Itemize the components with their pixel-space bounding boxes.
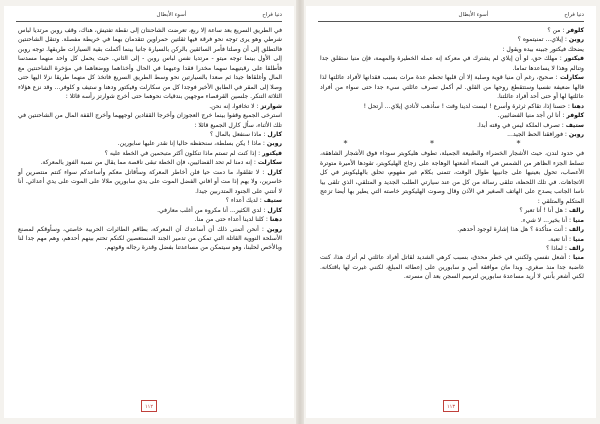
right-page — [306, 6, 596, 418]
paragraph-text: : تصرف الملكة ليس في وقته أبدا. — [477, 121, 564, 129]
paragraph — [18, 206, 282, 215]
paragraph — [320, 130, 584, 139]
speaker-name: كارل — [267, 206, 282, 214]
speaker-name: دهنا — [269, 216, 282, 224]
paragraph — [320, 206, 584, 215]
scene-separator — [320, 139, 584, 149]
speaker-name: فيكتور — [564, 55, 584, 63]
paragraph-text: : إنه دمنا لم تحد الفضائيين، فإن الخطة تبقى ناقصة مما يقال من نسبة الفوز بالمعركة. — [40, 159, 256, 167]
speaker-name: كلوفر — [566, 112, 584, 120]
speaker-name: كارل — [267, 130, 282, 138]
paragraph — [320, 149, 584, 206]
paragraph — [18, 168, 282, 196]
paragraph-text: : لا تخافوا، إنه نحن. — [209, 102, 259, 110]
paragraph — [18, 215, 282, 224]
paragraph — [320, 73, 584, 101]
speaker-name: كلوفر — [566, 27, 584, 34]
paragraph-text: * * * — [343, 139, 561, 149]
book-title: أسوء الأبطال — [458, 12, 489, 18]
paragraph — [320, 244, 584, 253]
paragraph-text: : إيلاي... تمنيتموه ؟ — [517, 36, 567, 44]
book-author: دنيا فراح — [262, 12, 282, 18]
book-gutter — [296, 0, 304, 424]
speaker-name: كارل — [267, 168, 282, 176]
paragraph — [320, 45, 584, 54]
paragraph — [18, 111, 282, 130]
speaker-name: منيا — [572, 235, 584, 243]
paragraph — [18, 139, 282, 148]
paragraph-text: : ماذا ! يكن بسلطة، سنحفظه حاليا إنا نقدر عليها سابورين. — [117, 140, 265, 148]
speaker-name: دهنا — [571, 102, 584, 110]
page-body — [18, 26, 282, 390]
paragraph-text: : كلنا لدينا أعداء حتى من منا. — [194, 216, 268, 224]
speaker-name: شوارتز — [260, 102, 282, 110]
paragraph-text: يضحك فيكتور جبينه بيده ويقول : — [502, 45, 584, 53]
paragraph — [18, 102, 282, 111]
paragraph-text: في حدود لندن، حيث الأشجار الخضراء والطبيعة الجميلة، تطوف هليكوبتر سوداء فوق الأشجار الشاهقة، تسلط الجزء الظاهر من الشمس في السماء أشعتها الوهاجة على زجاج الهليكوبتر، تقودها الأميرة متوترة الأعصاب، تحول بعينيها على جانبيها طوال الوقت، تتمنى بكلام غير مفهوم، تحلق بالهليكوبتر في كل الاتجاهات. في تلك اللحظة، تتلقى رسالة من كل من عند سيارتي الطلب الجديد و المتلقي، الذي تلقى بيا ناسا الجانب يصدح على الهاتف الصغير في الآذن وقال وصوت الهليكوبتر خاصته التي يطير بها أيضا تزعج المتكلم والمتلقي : — [320, 150, 584, 205]
paragraph-text: : أنا بخير... لا شيء. — [520, 216, 572, 224]
paragraph — [320, 235, 584, 244]
speaker-name: رالف — [568, 244, 584, 252]
paragraph-text: : صحيح، رغم أن منيا قوية وصلبة إلا أن قلبها تحطم عدة مرات بسبب فقدانها لأفراد عائلتها لذا قالها ضعيفة نفسيا وستتقطع روحها من القلق. لم أكمل تصرف عائلتي سيء جدا حتى سواء من أفراد عائلتها لها أو حتى أحد أفراد عائلتنا. — [320, 74, 584, 101]
speaker-name: روبن — [568, 130, 584, 138]
speaker-name: روبن — [266, 140, 282, 148]
left-page — [4, 6, 294, 418]
paragraph — [320, 54, 584, 73]
paragraph-text: : ماذا سنفعل بالمال ؟ — [210, 130, 266, 138]
speaker-name: سكارلت — [559, 74, 585, 82]
book-author: دنيا فراح — [564, 12, 584, 18]
paragraph — [18, 149, 282, 158]
paragraph — [320, 26, 584, 35]
paragraph — [18, 225, 282, 253]
page-body — [320, 26, 584, 390]
paragraph — [320, 35, 584, 44]
paragraph-text: : أنحن أتمنى ذلك أن أساعدك أن المعركة، بطاقم الطائرات الحربية خاصتي، وسأوقكم لمصنع الأسلحة النووية القاتلة التي تمكن من تدمير الجند المستعصين لكنكم تحتم بينهم أحدهم، وهم مهم جدا لنا وبالأخص لحلبنا، وهو سيتمكن من مساعدتنا بفضل وقدرة رجاله وقوتهم. — [18, 225, 282, 252]
paragraph — [320, 102, 584, 111]
paragraph-text: : فورافقنا الحظ الجيد... — [507, 130, 567, 138]
speaker-name: سكارلت — [257, 159, 282, 167]
paragraph-text: استرخى الجميع وقفوا بينما خرج العجوزان وأخرجا القفادين لوجههما وأخرج القفة المال من الشاحنتين في تلك الأثناء، سأل كارل الجميع قائلا : — [18, 112, 282, 129]
speaker-name: فيكتور — [262, 149, 282, 157]
paragraph — [320, 225, 584, 234]
speaker-name: منيا — [572, 254, 584, 262]
paragraph-text: : هل أنا ! أنا تعبر ؟ — [519, 207, 567, 215]
paragraph-text: : مهلك حق، لو أن إيلاي لم يشترك في معركة إنه عمله الخطيرة والمهمة، فإن منيا ستقلق جدا وتنالم وهذا لا يساعدها تماما. — [320, 55, 584, 72]
speaker-name: منيا — [572, 216, 584, 224]
paragraph — [320, 111, 584, 120]
paragraph-text: : لديك أعداء ؟ — [225, 197, 262, 205]
header-rule — [318, 21, 584, 22]
speaker-name: رالف — [568, 207, 584, 215]
paragraph-text: : لدي الكثير... أنا مكروه من أغلب معارفي. — [157, 206, 266, 214]
speaker-name: روبن — [266, 225, 283, 233]
paragraph-text: : أشعل نفسي ولكنني في خطر محدق، بسبب كرهي الشديد لقاتل أفراد عائلتي لم أترك هذا، كنت غاضبة جدا منذ صغري. وبدا مان موافقة أمي و سابورين على إعطائه المبلغ، لكنني غيرت لها باقتكانه. لكني أشعر بأنني لا أريد مساعدة سابورين لترميم السجن بعد أن مسرته. — [320, 254, 584, 281]
paragraph — [320, 253, 584, 281]
paragraph-text: : حسنا إذا، تقاكم ثرثرة وأسرع ! ليست لدينا وقت ! سأذهب لأنادي إيلاي... أرتحل ! — [363, 102, 570, 110]
speaker-name: رالف — [568, 226, 584, 234]
paragraph — [320, 216, 584, 225]
paragraph — [320, 121, 584, 130]
paragraph-text: : إذا كنت لم تستم ماذا تنكلون أكثر متبحمين في الخطة عليه ؟ — [104, 149, 261, 157]
paragraph — [18, 26, 282, 102]
paragraph — [18, 196, 282, 205]
page-number: ١١٢ — [141, 400, 157, 412]
paragraph-text: : أنا تعبة. — [548, 235, 572, 243]
page-number: ١١٣ — [443, 400, 459, 412]
paragraph-text: : من ؟ — [547, 27, 565, 34]
header-rule — [16, 21, 282, 22]
book-title: أسوء الأبطال — [156, 12, 187, 18]
paragraph-text: في الطريق السريع بعد ساعة إلا ربع، تعرضت الشاحنتان إلى نقطة تفتيش، هناك، وقف روبن مرتديا لباس شرطي وهو يرى توجه نحو فرقة فيها ثقلتين حمراوين تتقدمان بهما في خريطة مفصلة. وتنقل الشاحنتين فالتطلق إلى أن وصلتا فأمر السائقين بالركن بالسيارة جانبا بينما أكملت بقية السيارات طريقها. توجه روبن إلى الأول بينما توجه ميتو - مرتديا نفس لباس روبن - إلى الثاني. حيث يحمل كل واحد منهما مسدسا فأطلقا على رقبتيهما سهما مخدرا فقدا وعيهما في الحال وأخذاهما ووضعاهما في مؤخرة الشاحنتين مع المال وأغلقاها جيدا ثم صعدا بالسيارتين نحو وسط الطريق السريع فاتخذ كل منهما طريقا نزلا اليها حتى وصلا إلى المقر في الطابق الأخير فوجدا كل من سكارلت وفيكتور ودهنا و ستيف و كلوفر... وقد نزع هؤلاء الثلاثة التنكر. جلسين القرفصاء موجهين بندقيات نحوهما حتى أخرج شوارتز رأسه قائلا : — [18, 27, 282, 101]
paragraph-text: : لماذا ؟ — [546, 244, 567, 252]
speaker-name: ستيف — [263, 197, 282, 205]
paragraph — [18, 158, 282, 167]
page-header — [318, 10, 584, 22]
paragraph-text: : لا تقلقوا، ما دمت حيا فلن أخاطر المعركة وسأقاتل معكم وأساعدكم سواء كنتم منتصرين أو خاسرين، ولا يهم إذا مت أو افاني الفضل الموت على يدي سابورين ملالا على الموت على يدي أعدائي. أنا لا أنتني على الجنود المتدربين جيدا. — [18, 168, 282, 195]
page-header — [16, 10, 282, 22]
paragraph-text: : أنت متأكدة ؟ هل هذا إشارة لوجود أحدهم. — [457, 226, 567, 234]
speaker-name: روبن — [568, 36, 584, 44]
speaker-name: ستيف — [565, 121, 584, 129]
paragraph-text: : أنا لن أجد منيا الفضائيين. — [497, 112, 565, 120]
paragraph — [18, 130, 282, 139]
